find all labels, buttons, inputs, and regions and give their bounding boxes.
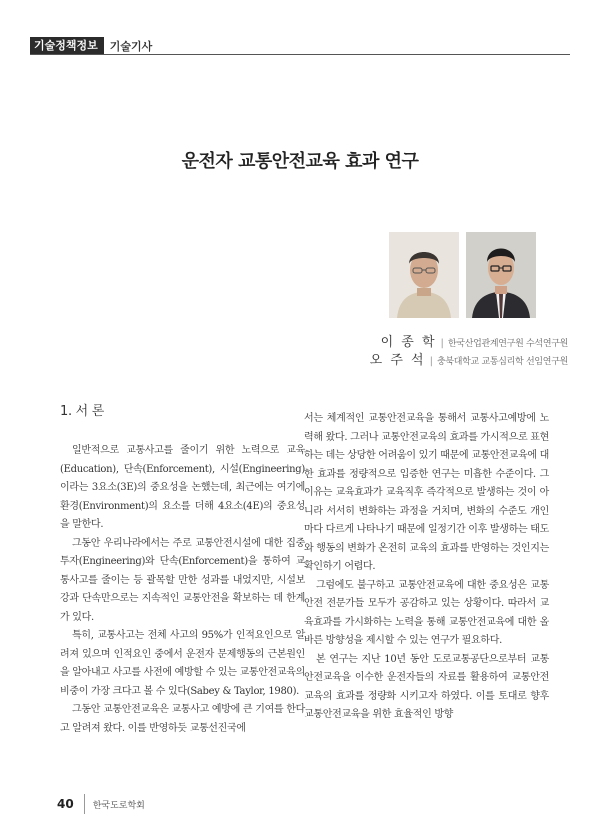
author-2-affiliation: 충북대학교 교통심리학 선임연구원 <box>436 357 568 367</box>
section-subtitle: 기술기사 <box>109 39 153 53</box>
publication-name: 한국도로학회 <box>92 800 145 811</box>
body-paragraph: 그동안 우리나라에서는 주로 교통안전시설에 대한 집중투자(Engineering)와 단속(Enforcement)을 통하여 교통사고를 줄이는 등 괄목할 만한 성과를 내었지만, 시설보강과 단속만으로는 지속적인 교통안전을 확보하는 데 한계가 있다. <box>60 537 305 623</box>
author-photo-2 <box>466 232 536 318</box>
author-separator: | <box>429 356 433 367</box>
body-paragraph: 일반적으로 교통사고를 줄이기 위한 노력으로 교육(Education), 단속(Enforcement), 시설(Engineering)이라는 3요소(3E)의 중요성을 논했는데, 최근에는 여기에 환경(Environment)의 요소를 더해 4요소(4E)의 중요성을 말한다. <box>60 445 305 530</box>
body-paragraph: 서는 체계적인 교통안전교육을 통해서 교통사고예방에 노력해 왔다. 그러나 교통안전교육의 효과를 가시적으로 표현하는 데는 상당한 어려움이 있기 때문에 교통안전교육에 대한 효과를 정량적으로 입증한 연구는 미흡한 수준이다. 그 이유는 교육효과가 교육직후 즉각적으로 발생하는 것이 아니라 서서히 변화하는 과정을 거치며, 변화의 수준도 개인마다 다르게 나타나기 때문에 일정기간 이후 발생하는 태도와 행동의 변화가 온전히 교육의 효과를 반영하는 것인지는 확인하기 어렵다. <box>304 413 549 572</box>
section-heading: 1. 서 론 <box>60 404 104 419</box>
author-1 <box>0 331 568 350</box>
body-paragraph: 본 연구는 지난 10년 동안 도로교통공단으로부터 교통안전교육을 이수한 운전자들의 자료를 활용하여 교통안전교육의 효과를 정량화 시키고자 하였다. 이를 토대로 향후 교통안전교육을 위한 효율적인 방향 <box>304 653 549 720</box>
page-footer <box>57 794 145 814</box>
author-2-name: 오 주 석 <box>369 353 426 368</box>
body-paragraph: 그동안 교통안전교육은 교통사고 예방에 큰 기여를 한다고 알려져 왔다. 이를 반영하듯 교통선진국에 <box>60 704 305 734</box>
author-1-name: 이 종 학 <box>380 335 437 350</box>
footer-divider <box>84 794 85 814</box>
section-header <box>30 37 152 54</box>
author-1-affiliation: 한국산업관계연구원 수석연구원 <box>447 339 568 349</box>
author-photo-1 <box>389 232 459 318</box>
right-column <box>304 410 549 725</box>
article-title: 운전자 교통안전교육 효과 연구 <box>181 151 419 172</box>
body-paragraph: 특히, 교통사고는 전체 사고의 95%가 인적요인으로 알려져 있으며 인적요인 중에서 운전자 문제행동의 근본원인을 알아내고 사고를 사전에 예방할 수 있는 교통안전교육의 비중이 가장 크다고 볼 수 있다(Sabey & Taylor, 1980). <box>60 630 305 697</box>
author-separator: | <box>440 338 444 349</box>
body-paragraph: 그럼에도 불구하고 교통안전교육에 대한 중요성은 교통안전 전문가들 모두가 공감하고 있는 상황이다. 따라서 교육효과를 가시화하는 노력을 통해 교통안전교육에 대한 올바른 방향성을 제시할 수 있는 연구가 필요하다. <box>304 579 549 646</box>
page-number: 40 <box>57 797 74 811</box>
header-divider <box>30 54 570 55</box>
section-tag: 기술정책정보 <box>30 37 104 54</box>
left-column <box>60 404 305 738</box>
author-2 <box>0 349 568 368</box>
